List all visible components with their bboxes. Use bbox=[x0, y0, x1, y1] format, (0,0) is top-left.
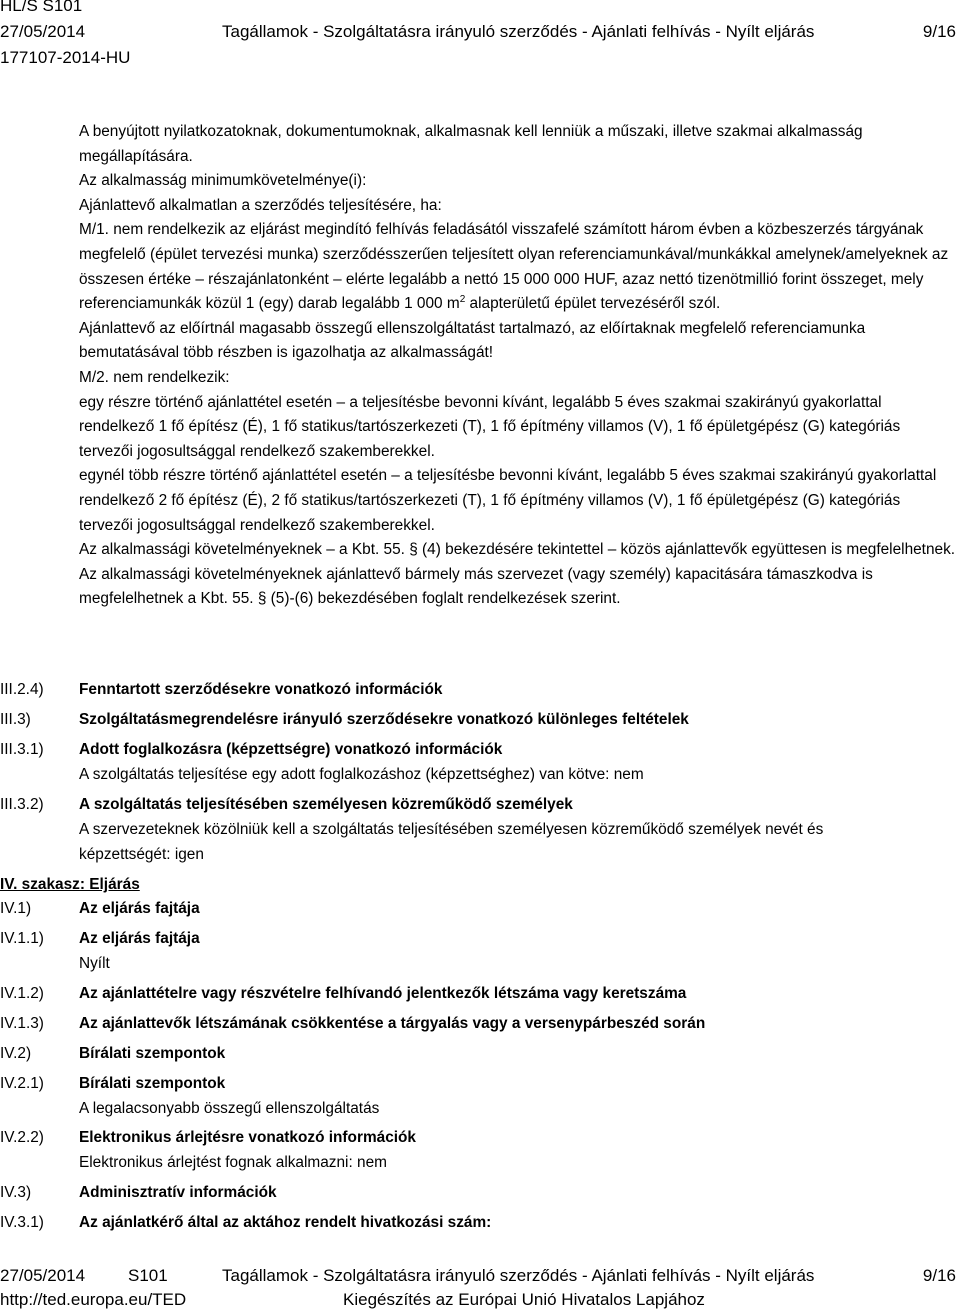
section-title: Az eljárás fajtája bbox=[79, 900, 200, 917]
paragraph: Az alkalmassági követelményeknek ajánlattevő bármely más szervezet (vagy személy) kapacitására támaszkodva is megfelelhetnek a Kbt. 55. § (5)-(6) bekezdésében foglalt rendelkezések szerint. bbox=[79, 565, 873, 608]
footer-code: S101 bbox=[128, 1266, 168, 1285]
paragraph: Az alkalmassági követelményeknek – a Kbt. 55. § (4) bekezdésére tekintettel – közös ajánlattevők együttesen is megfelelhetnek. bbox=[79, 541, 956, 559]
section-number: IV.1.1) bbox=[0, 930, 44, 947]
section-title: Az ajánlatkérő által az aktához rendelt hivatkozási szám: bbox=[79, 1214, 492, 1231]
section-number: IV.2.2) bbox=[0, 1129, 44, 1146]
section-number: IV.1.2) bbox=[0, 985, 44, 1002]
section-number: III.3) bbox=[0, 711, 31, 728]
section-title: Adminisztratív információk bbox=[79, 1184, 277, 1201]
section-number: IV.3.1) bbox=[0, 1214, 44, 1231]
section-text: képzettségét: igen bbox=[79, 846, 204, 863]
section-title: Szolgáltatásmegrendelésre irányuló szerződésekre vonatkozó különleges feltételek bbox=[79, 711, 689, 728]
section-title: Elektronikus árlejtésre vonatkozó információk bbox=[79, 1129, 416, 1146]
section-title: Adott foglalkozásra (képzettségre) vonatkozó információk bbox=[79, 741, 503, 758]
header-page-number: 9/16 bbox=[922, 22, 956, 41]
document-body bbox=[79, 120, 957, 612]
section-title: Az ajánlattevők létszámának csökkentése a tárgyalás vagy a versenypárbeszéd során bbox=[79, 1015, 706, 1032]
header-date: 27/05/2014 bbox=[0, 22, 86, 41]
section-number: IV.1.3) bbox=[0, 1015, 44, 1032]
m1-tail: alapterületű épület tervezéséről szól. bbox=[465, 295, 721, 313]
section-number: III.3.2) bbox=[0, 796, 44, 813]
section-title: Az eljárás fajtája bbox=[79, 930, 200, 947]
paragraph: egynél több részre történő ajánlattétel esetén – a teljesítésbe bevonni kívánt, legalább 5 éves szakmai szakirányú gyakorlattal rendelkező 2 fő építész (É), 2 fő statikus/tartószerkezeti (T), 1 fő építmény villamos (V), 1 fő épületgépész (G) kategóriás tervezői jogosultsággal rendelkező szakemberekkel. bbox=[79, 467, 937, 534]
section-number: III.3.1) bbox=[0, 741, 44, 758]
section-title: Bírálati szempontok bbox=[79, 1045, 226, 1062]
footer-page-number: 9/16 bbox=[922, 1266, 956, 1285]
paragraph: Ajánlattevő alkalmatlan a szerződés teljesítésére, ha: bbox=[79, 196, 442, 214]
superscript: 2 bbox=[459, 294, 466, 306]
section-number: IV.3) bbox=[0, 1184, 32, 1201]
section-title: A szolgáltatás teljesítésében személyesen közreműködő személyek bbox=[79, 796, 573, 813]
section-text: A legalacsonyabb összegű ellenszolgáltatás bbox=[79, 1100, 380, 1117]
paragraph: Az alkalmasság minimumkövetelménye(i): bbox=[79, 172, 367, 190]
footer-supplement: Kiegészítés az Európai Unió Hivatalos Lapjához bbox=[343, 1290, 705, 1309]
section-number: IV.2.1) bbox=[0, 1075, 44, 1092]
paragraph: egy részre történő ajánlattétel esetén – a teljesítésbe bevonni kívánt, legalább 5 éves szakmai szakirányú gyakorlattal rendelkező 1 fő építész (É), 1 fő statikus/tartószerkezeti (T), 1 fő építmény villamos (V), 1 fő épületgépész (G) kategóriás tervezői jogosultsággal rendelkező szakemberekkel. bbox=[79, 393, 901, 460]
section-text: A szervezeteknek közölniük kell a szolgáltatás teljesítésében személyesen közreműködő személyek nevét és bbox=[79, 821, 824, 838]
section-text: A szolgáltatás teljesítése egy adott foglalkozáshoz (képzettséghez) van kötve: nem bbox=[79, 766, 644, 783]
section-number: III.2.4) bbox=[0, 681, 44, 698]
m1-text: M/1. nem rendelkezik az eljárást megindító felhívás feladásától visszafelé számított három évben a közbeszerzés tárgyának megfelelő (épület tervezési munka) szerződésszerűen teljesített olyan referenciamunkával/munkákkal amelynek/amelyeknek az összesen értéke – részajánlatonként – elérte legalább a nettó 15 000 000 HUF, azaz nettó tizenötmillió forint összeget, mely referenciamunkák közül 1 (egy) darab legalább 1 000 m bbox=[79, 221, 949, 313]
section-title: Bírálati szempontok bbox=[79, 1075, 226, 1092]
paragraph-m1 bbox=[79, 218, 957, 316]
section-title: Az ajánlattételre vagy részvételre felhívandó jelentkezők létszáma vagy keretszáma bbox=[79, 985, 687, 1002]
footer-url: http://ted.europa.eu/TED bbox=[0, 1290, 187, 1309]
section-number: IV.2) bbox=[0, 1045, 32, 1062]
paragraph: M/2. nem rendelkezik: bbox=[79, 368, 230, 386]
header-reference: 177107-2014-HU bbox=[0, 48, 131, 67]
section-text: Nyílt bbox=[79, 955, 110, 972]
paragraph: Ajánlattevő az előírtnál magasabb összegű ellenszolgáltatást tartalmazó, az előírtaknak megfelelő referenciamunka bemutatásával több részben is igazolhatja az alkalmasságát! bbox=[79, 319, 866, 362]
section-title: Fenntartott szerződésekre vonatkozó információk bbox=[79, 681, 443, 698]
part-heading: IV. szakasz: Eljárás bbox=[0, 876, 140, 893]
section-number: IV.1) bbox=[0, 900, 32, 917]
header-title: Tagállamok - Szolgáltatásra irányuló szerződés - Ajánlati felhívás - Nyílt eljárás bbox=[222, 22, 815, 41]
footer-title: Tagállamok - Szolgáltatásra irányuló szerződés - Ajánlati felhívás - Nyílt eljárás bbox=[222, 1266, 815, 1285]
section-text: Elektronikus árlejtést fognak alkalmazni: nem bbox=[79, 1154, 387, 1171]
footer-date: 27/05/2014 bbox=[0, 1266, 86, 1285]
header-doc-code: HL/S S101 bbox=[0, 0, 83, 15]
paragraph: A benyújtott nyilatkozatoknak, dokumentumoknak, alkalmasnak kell lenniük a műszaki, illetve szakmai alkalmasság megállapítására. bbox=[79, 123, 863, 165]
